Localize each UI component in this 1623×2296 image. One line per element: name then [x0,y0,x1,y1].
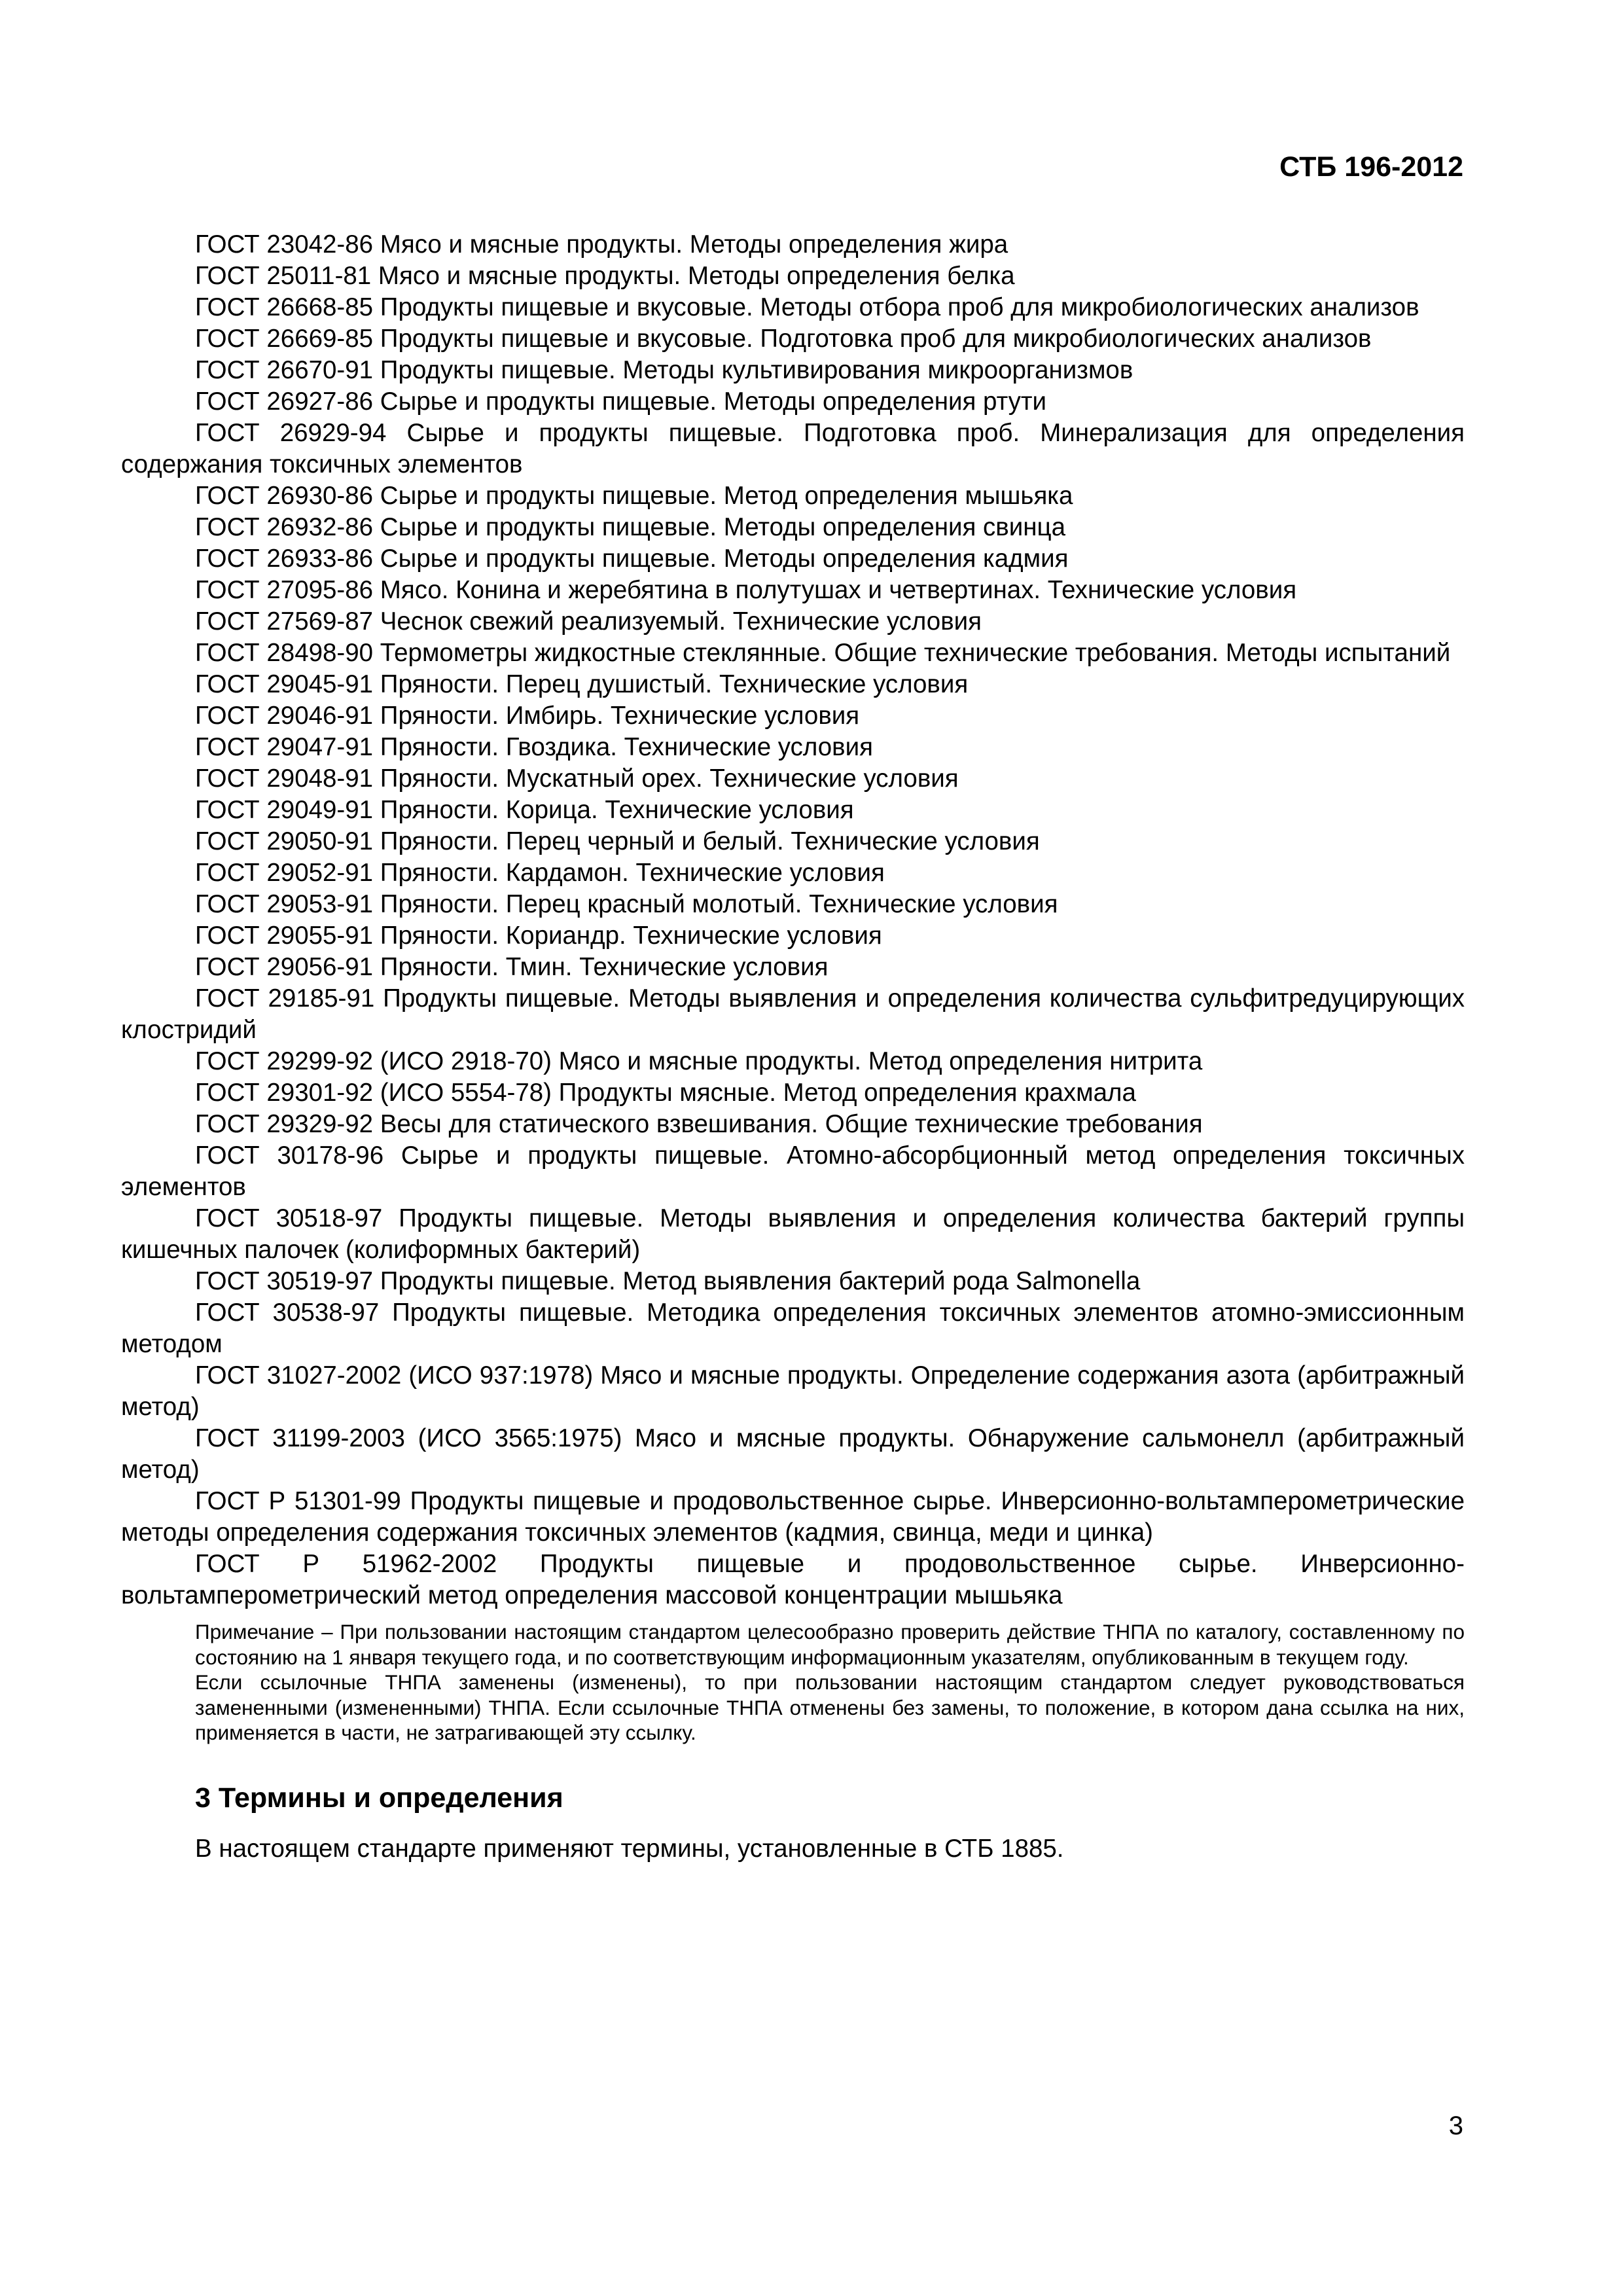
note-paragraph: Если ссылочные ТНПА заменены (изменены), то при пользовании настоящим стандартом следует руководствоваться замененными (измененными) ТНПА. Если ссылочные ТНПА отменены без замены, то положение, в котором дана ссылка на них, применяется в части, не затрагивающей эту ссылку. [195,1670,1465,1744]
reference-item: ГОСТ 26930-86 Сырье и продукты пищевые. Метод определения мышьяка [195,482,1073,510]
normative-references-list [121,229,1465,1611]
reference-item: ГОСТ 29052-91 Пряности. Кардамон. Технические условия [195,859,885,887]
reference-item: ГОСТ 29185-91 Продукты пищевые. Методы выявления и определения количества сульфитредуцирующих клостридий [121,984,1465,1044]
reference-item: ГОСТ 26670-91 Продукты пищевые. Методы культивирования микроорганизмов [195,356,1133,384]
reference-item: ГОСТ 26929-94 Сырье и продукты пищевые. Подготовка проб. Минерализация для определения содержания токсичных элементов [121,419,1465,478]
reference-item: ГОСТ 26933-86 Сырье и продукты пищевые. Методы определения кадмия [195,545,1069,573]
reference-item: ГОСТ 23042-86 Мясо и мясные продукты. Методы определения жира [195,230,1008,259]
reference-item: ГОСТ 27095-86 Мясо. Конина и жеребятина в полутушах и четвертинах. Технические условия [195,576,1297,604]
reference-item: ГОСТ 30538-97 Продукты пищевые. Методика определения токсичных элементов атомно-эмиссионным методом [121,1299,1465,1358]
note-block [121,1619,1465,1746]
reference-item: ГОСТ 29055-91 Пряности. Кориандр. Технические условия [195,922,882,950]
reference-item: ГОСТ 26927-86 Сырье и продукты пищевые. Методы определения ртути [195,387,1047,416]
reference-item: ГОСТ 29053-91 Пряности. Перец красный молотый. Технические условия [195,890,1058,918]
reference-item: ГОСТ 29050-91 Пряности. Перец черный и белый. Технические условия [195,827,1040,855]
reference-item: ГОСТ 30178-96 Сырье и продукты пищевые. Атомно-абсорбционный метод определения токсичных элементов [121,1141,1465,1201]
reference-item: ГОСТ 29301-92 (ИСО 5554-78) Продукты мясные. Метод определения крахмала [195,1079,1136,1107]
reference-item: ГОСТ Р 51301-99 Продукты пищевые и продовольственное сырье. Инверсионно-вольтамперометрические методы определения содержания токсичных элементов (кадмия, свинца, меди и цинка) [121,1487,1465,1547]
page-number: 3 [1448,2111,1463,2140]
document-code-header: СТБ 196-2012 [1279,151,1463,183]
reference-item: ГОСТ 29047-91 Пряности. Гвоздика. Технические условия [195,733,873,761]
reference-item: ГОСТ 29299-92 (ИСО 2918-70) Мясо и мясные продукты. Метод определения нитрита [195,1047,1203,1075]
reference-item: ГОСТ 30518-97 Продукты пищевые. Методы выявления и определения количества бактерий группы кишечных палочек (колиформных бактерий) [121,1204,1465,1264]
section-body-text: В настоящем стандарте применяют термины, установленные в СТБ 1885. [195,1835,1064,1863]
reference-item: ГОСТ 29049-91 Пряности. Корица. Технические условия [195,796,854,824]
note-paragraph: Примечание – При пользовании настоящим стандартом целесообразно проверить действие ТНПА по каталогу, составленному по состоянию на 1 января текущего года, и по соответствующим информационным указателям, опубликованным в текущем году. [195,1620,1465,1669]
reference-item: ГОСТ 27569-87 Чеснок свежий реализуемый. Технические условия [195,607,982,636]
reference-item: ГОСТ 31027-2002 (ИСО 937:1978) Мясо и мясные продукты. Определение содержания азота (арбитражный метод) [121,1361,1465,1421]
reference-item: ГОСТ 26668-85 Продукты пищевые и вкусовые. Методы отбора проб для микробиологических анализов [195,293,1419,321]
section-heading: 3 Термины и определения [195,1782,563,1814]
reference-item: ГОСТ 26932-86 Сырье и продукты пищевые. Методы определения свинца [195,513,1065,541]
reference-item: ГОСТ 26669-85 Продукты пищевые и вкусовые. Подготовка проб для микробиологических анализов [195,325,1372,353]
reference-item: ГОСТ Р 51962-2002 Продукты пищевые и продовольственное сырье. Инверсионно-вольтамперометрический метод определения массовой концентрации мышьяка [121,1550,1465,1609]
reference-item: ГОСТ 29048-91 Пряности. Мускатный орех. Технические условия [195,764,959,793]
reference-item: ГОСТ 29056-91 Пряности. Тмин. Технические условия [195,953,829,981]
reference-item: ГОСТ 29329-92 Весы для статического взвешивания. Общие технические требования [195,1110,1203,1138]
reference-item: ГОСТ 30519-97 Продукты пищевые. Метод выявления бактерий рода Salmonella [195,1267,1141,1295]
page-content [121,229,1465,1890]
reference-item: ГОСТ 29045-91 Пряности. Перец душистый. Технические условия [195,670,969,698]
reference-item: ГОСТ 29046-91 Пряности. Имбирь. Технические условия [195,702,860,730]
reference-item: ГОСТ 25011-81 Мясо и мясные продукты. Методы определения белка [195,262,1015,290]
reference-item: ГОСТ 28498-90 Термометры жидкостные стеклянные. Общие технические требования. Методы испытаний [195,639,1451,667]
reference-item: ГОСТ 31199-2003 (ИСО 3565:1975) Мясо и мясные продукты. Обнаружение сальмонелл (арбитражный метод) [121,1424,1465,1484]
